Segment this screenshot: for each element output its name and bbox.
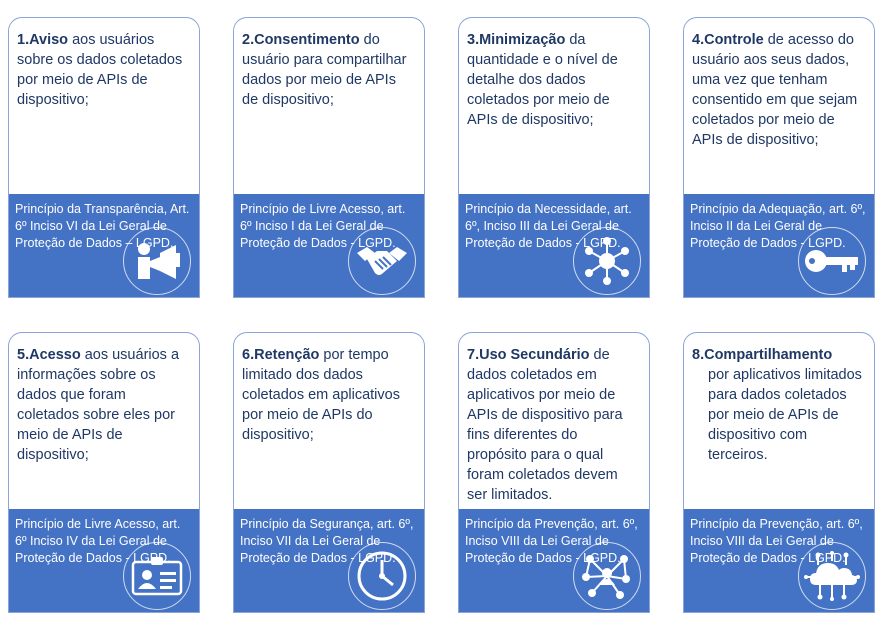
card-description	[9, 333, 199, 510]
principle-text: Princípio da Adequação, art. 6º, Inciso II da Lei Geral de Proteção de Dados - LGPD.	[690, 202, 866, 250]
card-title: 8.Compartilhamento	[692, 347, 833, 363]
card-title: 4.Controle	[692, 32, 764, 48]
card-text: de dados coletados em aplicativos por meio de APIs de dispositivo para fins diferentes do propósito para o qual foram coletados devem ser limitados.	[467, 347, 623, 503]
card-text: de acesso do usuário aos seus dados, uma vez que tenham consentido em que sejam coletados por meio de APIs de dispositivo;	[692, 32, 858, 148]
card-2	[233, 17, 425, 298]
card-description	[9, 18, 199, 195]
card-text: aos usuários sobre os dados coletados por meio de APIs de dispositivo;	[17, 32, 183, 108]
card-8	[683, 332, 875, 613]
principle-band	[459, 194, 649, 297]
card-4	[683, 17, 875, 298]
principle-text: Princípio da Transparência, Art. 6º Inciso VI da Lei Geral de Proteção de Dados – LGPD.	[15, 202, 190, 250]
principle-text: Princípio da Necessidade, art. 6º, Inciso III da Lei Geral de Proteção de Dados - LGPD.	[465, 202, 632, 250]
card-description	[684, 18, 874, 195]
card-description	[234, 18, 424, 195]
card-title: 3.Minimização	[467, 32, 566, 48]
card-7	[458, 332, 650, 613]
card-title: 1.Aviso	[17, 32, 69, 48]
principle-band	[9, 194, 199, 297]
card-3	[458, 17, 650, 298]
card-title: 5.Acesso	[17, 347, 81, 363]
card-title: 6.Retenção	[242, 347, 320, 363]
card-text: aos usuários a informações sobre os dados que foram coletados sobre eles por meio de APIs de dispositivo;	[17, 347, 180, 463]
principle-band	[684, 509, 874, 612]
card-6	[233, 332, 425, 613]
card-description	[684, 333, 874, 510]
card-description	[459, 333, 649, 510]
principle-text: Princípio da Prevenção, art. 6º, Inciso VIII da Lei Geral de Proteção de Dados - LGPD.	[690, 517, 863, 565]
card-text: por tempo limitado dos dados coletados em aplicativos por meio de APIs do dispositivo;	[242, 347, 400, 443]
principle-band	[9, 509, 199, 612]
principle-text: Princípio da Prevenção, art. 6º, Inciso VIII da Lei Geral de Proteção de Dados - LGPD.	[465, 517, 638, 565]
principle-band	[234, 194, 424, 297]
card-description	[459, 18, 649, 195]
card-title: 7.Uso Secundário	[467, 347, 590, 363]
principle-text: Princípio de Livre Acesso, art. 6º Inciso I da Lei Geral de Proteção de Dados - LGPD.	[240, 202, 406, 250]
card-text: por aplicativos limitados para dados coletados por meio de APIs de dispositivo com terceiros.	[708, 367, 862, 463]
principle-text: Princípio da Segurança, art. 6º, Inciso VII da Lei Geral de Proteção de Dados - LGPD.	[240, 517, 414, 565]
principle-band	[459, 509, 649, 612]
card-1	[8, 17, 200, 298]
principle-band	[684, 194, 874, 297]
principle-text: Princípio de Livre Acesso, art. 6º Inciso IV da Lei Geral de Proteção de Dados - LGPD.	[15, 517, 181, 565]
card-5	[8, 332, 200, 613]
card-description	[234, 333, 424, 510]
card-title: 2.Consentimento	[242, 32, 360, 48]
card-text: da quantidade e o nível de detalhe dos dados coletados por meio de APIs de dispositivo;	[467, 32, 618, 128]
principle-band	[234, 509, 424, 612]
card-text: do usuário para compartilhar dados por meio de APIs de dispositivo;	[242, 32, 407, 108]
